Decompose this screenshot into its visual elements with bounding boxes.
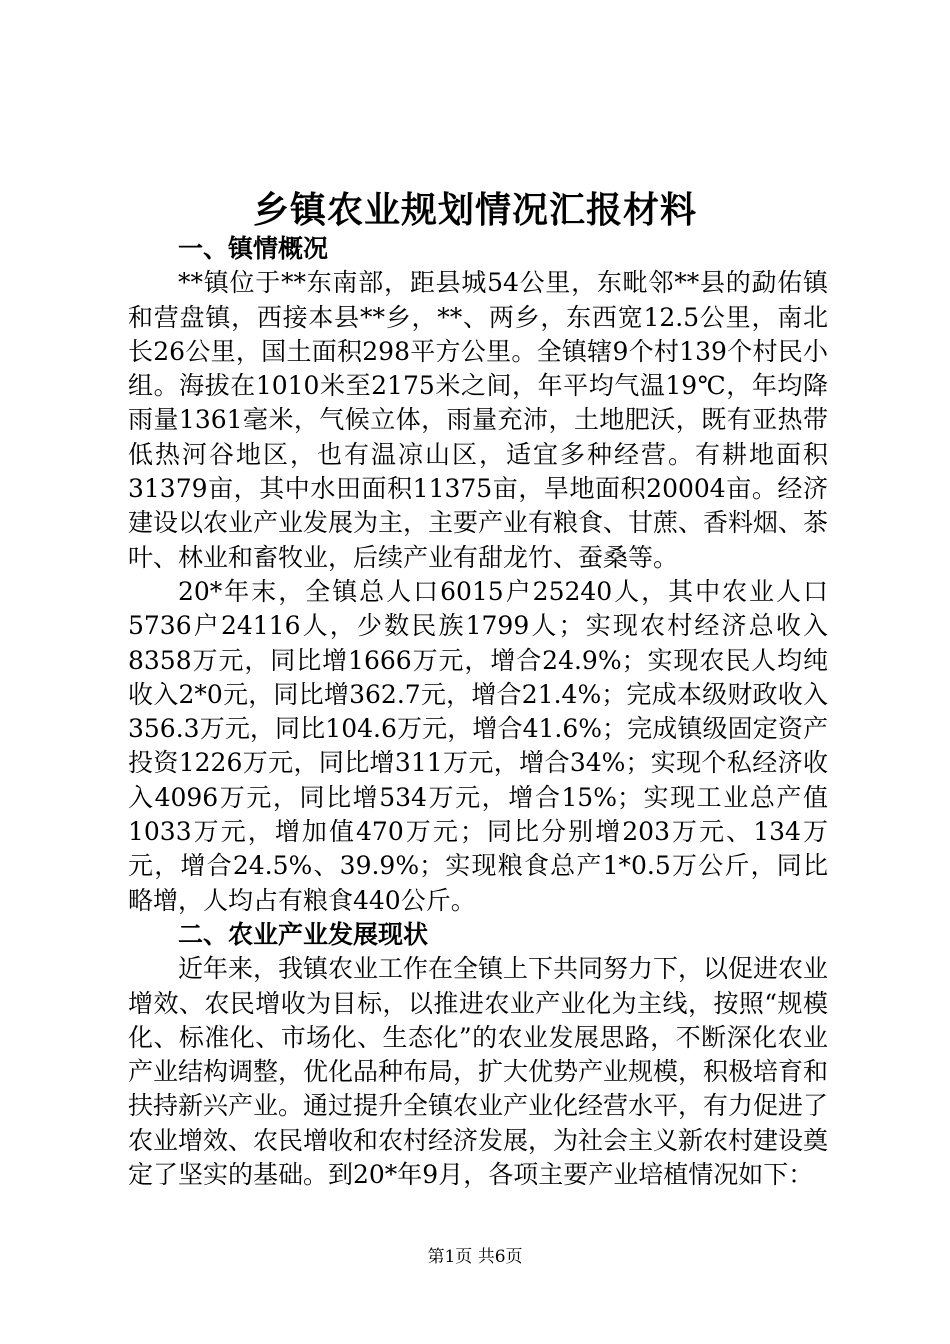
- paragraph-town-overview: **镇位于**东南部，距县城54公里，东毗邻**县的勐佑镇和营盘镇，西接本县**乡，**、两乡，东西宽12.5公里，南北长26公里，国土面积298平方公里。全镇辖9个村139个村民小组。海拔在1010米至2175米之间，年平均气温19℃，年均降雨量1361毫米，气候立体，雨量充沛，土地肥沃，既有亚热带低热河谷地区，也有温凉山区，适宜多种经营。有耕地面积31379亩，其中水田面积11375亩，旱地面积20004亩。经济建设以农业产业发展为主，主要产业有粮食、甘蔗、香料烟、茶叶、林业和畜牧业，后续产业有甜龙竹、蚕桑等。: [128, 268, 829, 572]
- page-number-footer: 第1页 共6页: [427, 1247, 523, 1267]
- paragraph-agriculture-status: 近年来，我镇农业工作在全镇上下共同努力下，以促进农业增效、农民增收为目标，以推进农业产业化为主线，按照“规模化、标准化、市场化、生态化”的农业发展思路，不断深化农业产业结构调整，优化品种布局，扩大优势产业规模，积极培育和扶持新兴产业。通过提升全镇农业产业化经营水平，有力促进了农业增效、农民增收和农村经济发展，为社会主义新农村建设奠定了坚实的基础。到20*年9月，各项主要产业培植情况如下：: [128, 954, 829, 1190]
- paragraph-town-statistics: 20*年末，全镇总人口6015户25240人，其中农业人口5736户24116人，少数民族1799人；实现农村经济总收入8358万元，同比增1666万元，增合24.9%；实现农民人均纯收入2*0元，同比增362.7元，增合21.4%；完成本级财政收入356.3万元，同比104.6万元，增合41.6%；完成镇级固定资产投资1226万元，同比增311万元，增合34%；实现个私经济收入4096万元，同比增534万元，增合15%；实现工业总产值1033万元，增加值470万元；同比分别增203万元、134万元，增合24.5%、39.9%；实现粮食总产1*0.5万公斤，同比略增，人均占有粮食440公斤。: [128, 576, 828, 915]
- document-body: [128, 232, 828, 1192]
- document-title: 乡镇农业规划情况汇报材料: [252, 189, 697, 231]
- section-heading-1: 一、镇情概况: [178, 234, 329, 263]
- section-heading-2: 二、农业产业发展现状: [178, 919, 429, 949]
